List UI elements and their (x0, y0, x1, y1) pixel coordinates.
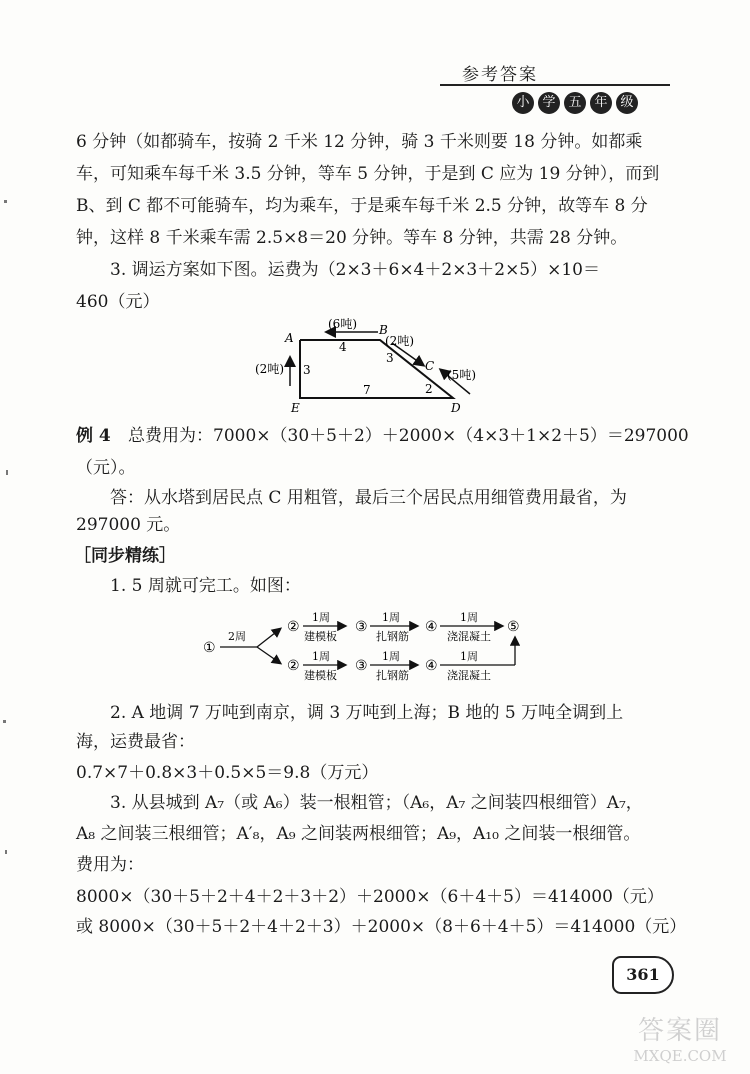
schedule-diagram (195, 606, 540, 686)
scan-speck (5, 850, 7, 854)
text-line: 费用为： (76, 855, 144, 875)
flow-5t: (5吨) (447, 368, 476, 382)
text-line: 3. 从县城到 A₇（或 A₆）装一根粗管；（A₆，A₇ 之间装四根细管）A₇， (110, 793, 643, 813)
watermark-mark: 答案圈 (637, 1016, 722, 1046)
series-char: 小 (512, 92, 534, 114)
text-line: 车，可知乘车每千米 3.5 分钟，等车 5 分钟，于是到 C 应为 19 分钟），而到 (76, 164, 660, 184)
week-label: 1周 (460, 650, 478, 663)
scan-speck (6, 470, 8, 475)
flow-6t: (6吨) (328, 318, 357, 331)
week-label: 1周 (312, 650, 330, 663)
text-line: 1. 5 周就可完工。如图： (110, 576, 301, 596)
section-title: ［同步精练］ (74, 546, 176, 566)
text-line: 0.7×7＋0.8×3＋0.5×5＝9.8（万元） (76, 763, 379, 783)
page-number: 361 (612, 956, 674, 994)
week-label: 1周 (460, 611, 478, 624)
node-4-top: ④ (425, 619, 438, 635)
task-label: 扎钢筋 (376, 630, 409, 643)
label-2-weeks: 2周 (228, 630, 246, 643)
vertex-b: B (379, 323, 388, 337)
series-char: 五 (564, 92, 586, 114)
node-4-bottom: ④ (425, 658, 438, 674)
edge-ab: 4 (339, 340, 347, 354)
watermark-site: MXQE.COM (633, 1047, 727, 1065)
scan-speck (4, 200, 7, 203)
example-label: 例 4 (76, 426, 111, 446)
task-label: 浇混凝土 (447, 630, 491, 643)
node-1: ① (203, 640, 216, 656)
series-char: 学 (538, 92, 560, 114)
text-line: 8000×（30＋5＋2＋4＋2＋3＋2）＋2000×（6＋4＋5）＝414000（元） (76, 887, 664, 907)
text-line: 6 分钟（如都骑车，按骑 2 千米 12 分钟，骑 3 千米则要 18 分钟。如都乘 (76, 132, 643, 152)
edge-bc: 3 (386, 351, 394, 365)
task-label: 建模板 (304, 669, 337, 682)
text-line: 答：从水塔到居民点 C 用粗管，最后三个居民点用细管费用最省，为 (110, 488, 627, 508)
edge-de: 7 (363, 383, 371, 397)
node-2-bottom: ② (287, 658, 300, 674)
vertex-d: D (451, 401, 461, 415)
text-line: 海，运费最省： (76, 732, 195, 752)
vertex-a: A (285, 331, 294, 345)
task-label: 扎钢筋 (376, 669, 409, 682)
week-label: 1周 (312, 611, 330, 624)
edge-cd: 2 (425, 382, 433, 396)
header-rule (440, 84, 670, 86)
text-line: 460（元） (76, 292, 160, 312)
series-badges (512, 92, 638, 114)
week-label: 1周 (382, 611, 400, 624)
node-3-top: ③ (355, 619, 368, 635)
vertex-e: E (291, 401, 300, 415)
text-line: 2. A 地调 7 万吨到南京，调 3 万吨到上海；B 地的 5 万吨全调到上 (110, 703, 624, 723)
text-line: 钟，这样 8 千米乘车需 2.5×8＝20 分钟。等车 8 分钟，共需 28 分钟。 (76, 228, 628, 248)
edge-ea: 3 (303, 363, 311, 377)
scan-speck (3, 720, 6, 723)
task-label: 建模板 (304, 630, 337, 643)
watermark (620, 1010, 740, 1070)
transport-diagram (245, 318, 495, 418)
week-label: 1周 (382, 650, 400, 663)
node-3-bottom: ③ (355, 658, 368, 674)
header-title: 参考答案 (462, 65, 538, 85)
series-char: 级 (616, 92, 638, 114)
text-line: B、到 C 都不可能骑车，均为乘车，于是乘车每千米 2.5 分钟，故等车 8 分 (76, 196, 648, 216)
series-char: 年 (590, 92, 612, 114)
flow-2t-bc: (2吨) (385, 334, 414, 348)
task-label: 浇混凝土 (447, 669, 491, 682)
text-line: 297000 元。 (76, 515, 181, 535)
node-5: ⑤ (507, 619, 520, 635)
vertex-c: C (425, 359, 435, 373)
text-line: 3. 调运方案如下图。运费为（2×3＋6×4＋2×3＋2×5）×10＝ (110, 260, 601, 280)
node-2-top: ② (287, 619, 300, 635)
text-line: A₈ 之间装三根细管；A′₈，A₉ 之间装两根细管；A₉，A₁₀ 之间装一根细管。 (76, 824, 641, 844)
text-line: 总费用为：7000×（30＋5＋2）＋2000×（4×3＋1×2＋5）＝297000 (128, 426, 689, 446)
flow-2t-ea: (2吨) (255, 362, 284, 376)
text-line: 或 8000×（30＋5＋2＋4＋2＋3）＋2000×（8＋6＋4＋5）＝414000（元） (76, 917, 687, 937)
text-line: （元）。 (76, 458, 136, 478)
